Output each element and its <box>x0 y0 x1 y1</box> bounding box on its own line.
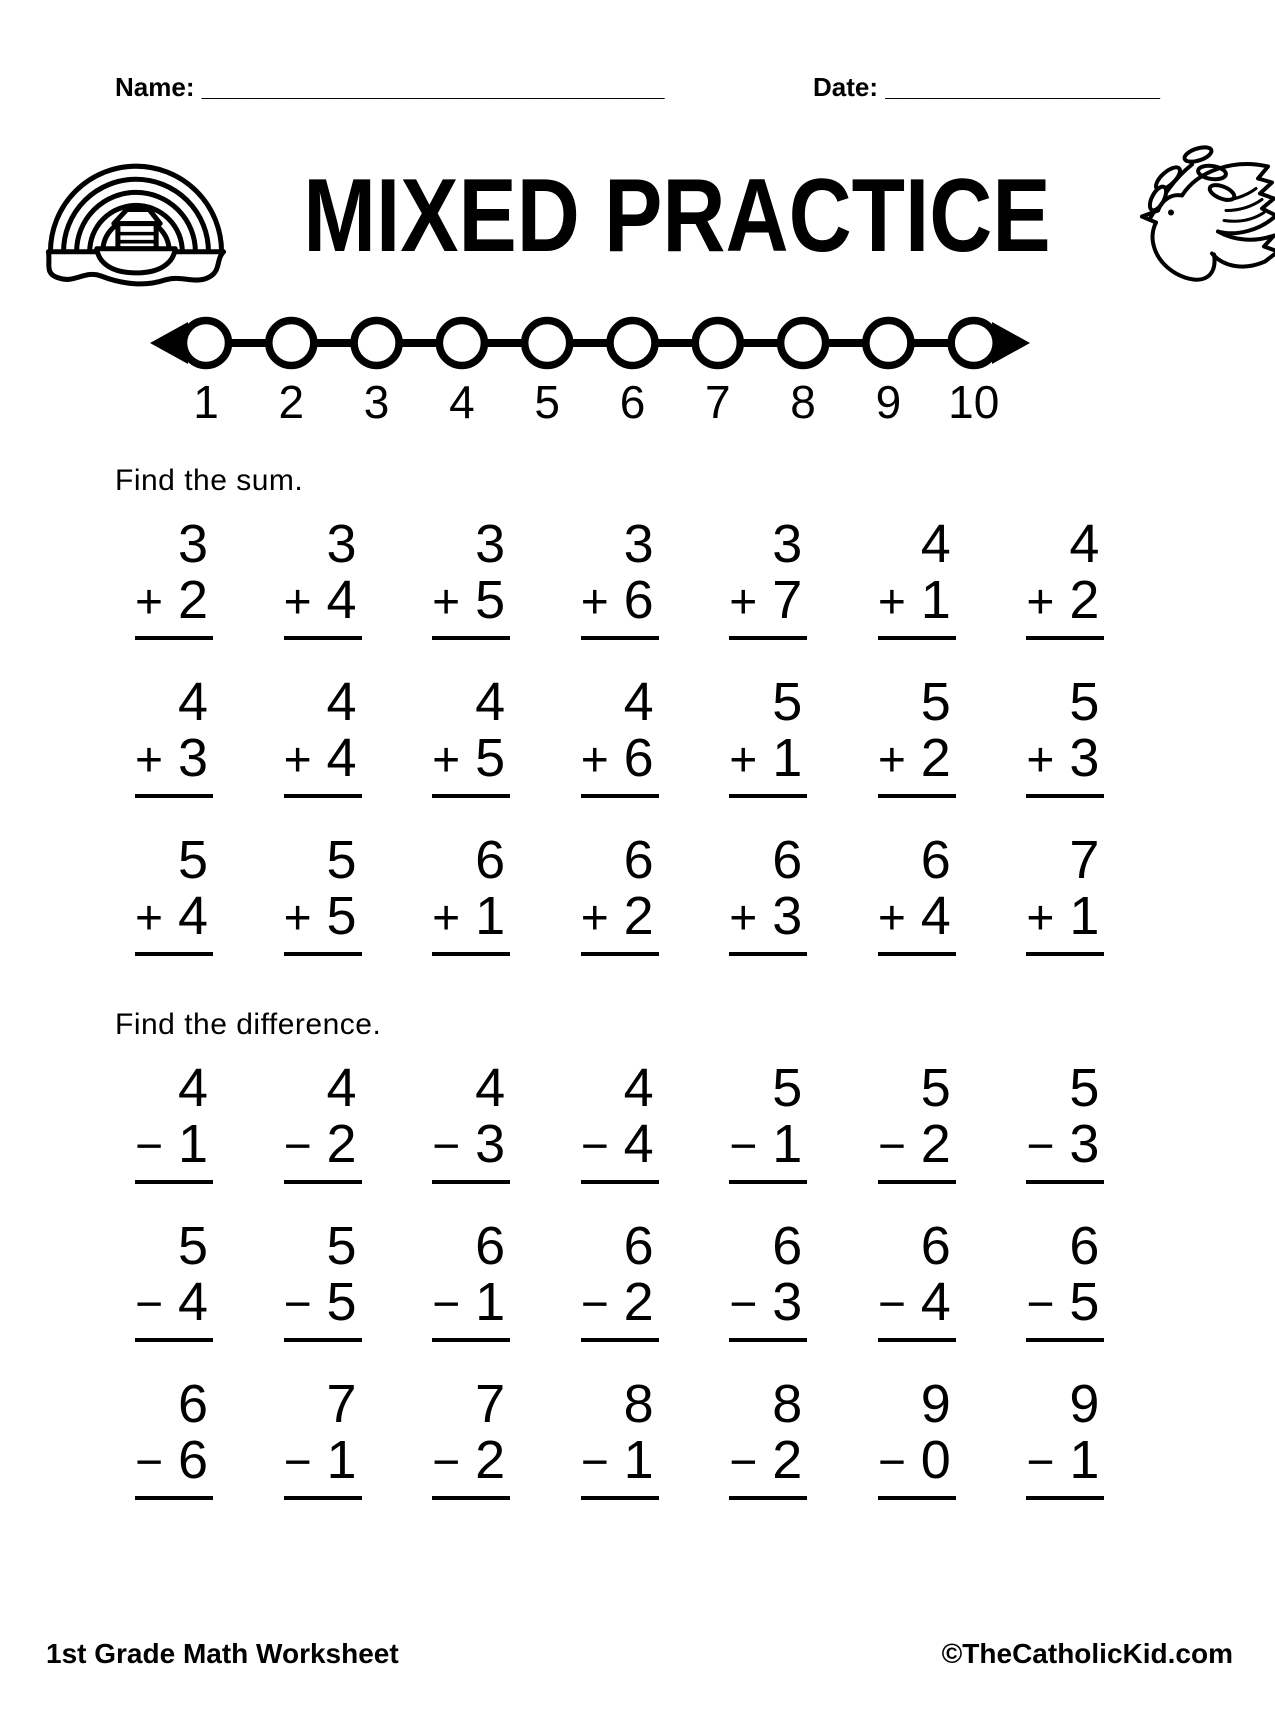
operator-sign: − <box>877 1120 906 1173</box>
answer-blank <box>729 1496 807 1500</box>
bottom-number: 5 <box>326 886 357 946</box>
bottom-number: 1 <box>1069 1430 1100 1490</box>
answer-blank <box>432 952 510 956</box>
problem-sum-r3c7 <box>1026 832 1104 956</box>
bottom-number: 1 <box>326 1430 357 1490</box>
bottom-number: 3 <box>177 728 208 788</box>
bottom-number: 4 <box>177 1272 208 1332</box>
operator-sign: + <box>729 892 758 945</box>
answer-blank <box>581 1180 659 1184</box>
problem-difference-r2c4 <box>581 1218 659 1342</box>
top-number: 5 <box>1069 1058 1100 1118</box>
operator-sign: + <box>432 734 461 787</box>
problem-difference-r3c6 <box>878 1376 956 1500</box>
answer-blank <box>1026 952 1104 956</box>
date-label: Date: <box>813 72 879 102</box>
dove-olive-branch-icon <box>1122 136 1275 297</box>
bottom-number: 4 <box>623 1114 654 1174</box>
operator-sign: + <box>283 734 312 787</box>
answer-blank <box>729 794 807 798</box>
bottom-number: 3 <box>475 1114 506 1174</box>
problem-sum-r3c6 <box>878 832 956 956</box>
top-number: 4 <box>623 1058 654 1118</box>
operator-sign: − <box>729 1278 758 1331</box>
operator-sign: − <box>135 1278 164 1331</box>
top-number: 4 <box>920 514 951 574</box>
problem-difference-r2c6 <box>878 1218 956 1342</box>
top-number: 7 <box>326 1374 357 1434</box>
answer-blank <box>878 636 956 640</box>
number-line-label: 2 <box>278 376 305 425</box>
problem-sum-r1c7 <box>1026 516 1104 640</box>
problem-sum-r3c1 <box>135 832 213 956</box>
operator-sign: − <box>283 1436 312 1489</box>
operator-sign: + <box>1026 576 1055 629</box>
problem-difference-r2c7 <box>1026 1218 1104 1342</box>
problem-difference-r1c2 <box>284 1060 362 1184</box>
problem-difference-r3c1 <box>135 1376 213 1500</box>
answer-blank <box>581 1338 659 1342</box>
noahs-ark-rainbow-icon <box>40 136 232 297</box>
answer-blank <box>729 952 807 956</box>
date-field <box>813 72 1160 103</box>
top-number: 3 <box>326 514 357 574</box>
problem-difference-r1c6 <box>878 1060 956 1184</box>
operator-sign: + <box>1026 734 1055 787</box>
answer-blank <box>1026 1496 1104 1500</box>
problem-sum-r3c5 <box>729 832 807 956</box>
answer-blank <box>1026 1180 1104 1184</box>
bottom-number: 2 <box>920 728 951 788</box>
number-line-point <box>354 321 399 366</box>
operator-sign: + <box>877 892 906 945</box>
operator-sign: − <box>877 1278 906 1331</box>
operator-sign: − <box>1026 1436 1055 1489</box>
operator-sign: + <box>432 576 461 629</box>
problem-difference-r1c7 <box>1026 1060 1104 1184</box>
answer-blank <box>878 952 956 956</box>
operator-sign: − <box>729 1436 758 1489</box>
bottom-number: 2 <box>475 1430 506 1490</box>
operator-sign: − <box>432 1436 461 1489</box>
footer-attribution: ©TheCatholicKid.com <box>941 1638 1233 1669</box>
name-label: Name: <box>115 72 195 102</box>
problem-sum-r1c6 <box>878 516 956 640</box>
bottom-number: 1 <box>772 1114 803 1174</box>
bottom-number: 1 <box>1069 886 1100 946</box>
date-blank-line: ___________________ <box>885 72 1160 102</box>
problem-difference-r3c5 <box>729 1376 807 1500</box>
top-number: 3 <box>177 514 208 574</box>
answer-blank <box>432 794 510 798</box>
header-row <box>115 72 1160 103</box>
problem-difference-r2c2 <box>284 1218 362 1342</box>
answer-blank <box>284 1338 362 1342</box>
bottom-number: 1 <box>920 570 951 630</box>
problem-sum-r2c6 <box>878 674 956 798</box>
answer-blank <box>581 1496 659 1500</box>
number-line-point <box>610 321 655 366</box>
top-number: 6 <box>920 830 951 890</box>
number-line-label: 9 <box>875 376 902 425</box>
bottom-number: 3 <box>772 1272 803 1332</box>
answer-blank <box>135 952 213 956</box>
problem-difference-r3c7 <box>1026 1376 1104 1500</box>
top-number: 6 <box>772 830 803 890</box>
answer-blank <box>284 952 362 956</box>
top-number: 5 <box>920 672 951 732</box>
top-number: 4 <box>475 672 506 732</box>
number-line-point <box>439 321 484 366</box>
problem-difference-r2c5 <box>729 1218 807 1342</box>
top-number: 4 <box>177 1058 208 1118</box>
number-line-point <box>184 321 229 366</box>
answer-blank <box>1026 794 1104 798</box>
operator-sign: − <box>580 1278 609 1331</box>
top-number: 4 <box>326 1058 357 1118</box>
top-number: 3 <box>623 514 654 574</box>
number-line-label: 3 <box>363 376 390 425</box>
number-line-label: 5 <box>534 376 560 425</box>
number-line-label: 6 <box>619 376 646 425</box>
answer-blank <box>135 1496 213 1500</box>
operator-sign: + <box>580 734 609 787</box>
section-difference <box>0 1008 1275 1500</box>
problem-sum-r1c4 <box>581 516 659 640</box>
answer-blank <box>581 794 659 798</box>
answer-blank <box>729 1180 807 1184</box>
bottom-number: 1 <box>177 1114 208 1174</box>
problem-sum-r2c3 <box>432 674 510 798</box>
top-number: 5 <box>772 1058 803 1118</box>
operator-sign: + <box>877 576 906 629</box>
operator-sign: + <box>135 892 164 945</box>
answer-blank <box>432 1180 510 1184</box>
bottom-number: 6 <box>623 728 654 788</box>
difference-problem-grid <box>115 1060 1155 1500</box>
number-line-point <box>695 321 740 366</box>
problem-difference-r3c4 <box>581 1376 659 1500</box>
top-number: 4 <box>623 672 654 732</box>
operator-sign: − <box>432 1120 461 1173</box>
problem-sum-r1c1 <box>135 516 213 640</box>
top-number: 5 <box>772 672 803 732</box>
answer-blank <box>284 636 362 640</box>
name-blank-line: ________________________________ <box>201 72 665 102</box>
bottom-number: 5 <box>475 570 506 630</box>
number-line-point <box>781 321 826 366</box>
bottom-number: 2 <box>1069 570 1100 630</box>
problem-sum-r2c7 <box>1026 674 1104 798</box>
name-field <box>115 72 664 103</box>
top-number: 6 <box>1069 1216 1100 1276</box>
bottom-number: 3 <box>1069 1114 1100 1174</box>
answer-blank <box>729 1338 807 1342</box>
problem-sum-r1c5 <box>729 516 807 640</box>
section-sum <box>0 464 1275 956</box>
instruction-sum: Find the sum. <box>115 464 304 497</box>
number-line-point <box>525 321 570 366</box>
problem-sum-r3c4 <box>581 832 659 956</box>
operator-sign: + <box>135 576 164 629</box>
problem-difference-r1c4 <box>581 1060 659 1184</box>
operator-sign: − <box>580 1436 609 1489</box>
bottom-number: 3 <box>1069 728 1100 788</box>
answer-blank <box>284 1180 362 1184</box>
bottom-number: 4 <box>920 886 951 946</box>
top-number: 6 <box>177 1374 208 1434</box>
answer-blank <box>878 1180 956 1184</box>
problem-sum-r3c2 <box>284 832 362 956</box>
bottom-number: 1 <box>475 886 506 946</box>
operator-sign: + <box>877 734 906 787</box>
bottom-number: 2 <box>623 886 654 946</box>
top-number: 5 <box>177 830 208 890</box>
number-line-label: 7 <box>705 376 731 425</box>
number-line-label: 8 <box>790 376 816 425</box>
top-number: 6 <box>920 1216 951 1276</box>
operator-sign: + <box>580 892 609 945</box>
problem-difference-r1c5 <box>729 1060 807 1184</box>
problem-sum-r2c1 <box>135 674 213 798</box>
answer-blank <box>729 636 807 640</box>
operator-sign: − <box>1026 1278 1055 1331</box>
instruction-difference: Find the difference. <box>115 1008 382 1041</box>
bottom-number: 1 <box>475 1272 506 1332</box>
top-number: 3 <box>772 514 803 574</box>
top-number: 6 <box>623 1216 654 1276</box>
bottom-number: 0 <box>920 1430 951 1490</box>
top-number: 4 <box>475 1058 506 1118</box>
problem-difference-r3c3 <box>432 1376 510 1500</box>
answer-blank <box>432 1496 510 1500</box>
title-band <box>40 137 1175 295</box>
bottom-number: 7 <box>772 570 803 630</box>
top-number: 6 <box>475 830 506 890</box>
problem-sum-r3c3 <box>432 832 510 956</box>
answer-blank <box>581 636 659 640</box>
sum-problem-grid <box>115 516 1155 956</box>
answer-blank <box>878 1496 956 1500</box>
operator-sign: + <box>729 734 758 787</box>
answer-blank <box>432 1338 510 1342</box>
operator-sign: − <box>877 1436 906 1489</box>
bottom-number: 6 <box>623 570 654 630</box>
operator-sign: + <box>432 892 461 945</box>
top-number: 4 <box>1069 514 1100 574</box>
operator-sign: − <box>283 1120 312 1173</box>
bottom-number: 2 <box>623 1272 654 1332</box>
top-number: 5 <box>1069 672 1100 732</box>
problem-difference-r1c3 <box>432 1060 510 1184</box>
number-line-point <box>866 321 911 366</box>
problem-sum-r2c5 <box>729 674 807 798</box>
number-line-label: 1 <box>193 376 219 425</box>
top-number: 3 <box>475 514 506 574</box>
footer <box>0 1638 1275 1670</box>
number-line-wrap <box>150 305 1030 430</box>
operator-sign: − <box>580 1120 609 1173</box>
operator-sign: − <box>729 1120 758 1173</box>
page-title: MIXED PRACTICE <box>303 158 1051 274</box>
problem-difference-r2c3 <box>432 1218 510 1342</box>
number-line-label: 10 <box>948 376 1000 425</box>
problem-difference-r1c1 <box>135 1060 213 1184</box>
operator-sign: + <box>135 734 164 787</box>
answer-blank <box>135 794 213 798</box>
operator-sign: + <box>729 576 758 629</box>
operator-sign: + <box>580 576 609 629</box>
number-line-point <box>269 321 314 366</box>
operator-sign: − <box>1026 1120 1055 1173</box>
answer-blank <box>135 636 213 640</box>
top-number: 7 <box>1069 830 1100 890</box>
problem-difference-r3c2 <box>284 1376 362 1500</box>
top-number: 8 <box>623 1374 654 1434</box>
number-line <box>150 305 1030 425</box>
operator-sign: − <box>432 1278 461 1331</box>
top-number: 7 <box>475 1374 506 1434</box>
operator-sign: − <box>135 1436 164 1489</box>
answer-blank <box>878 794 956 798</box>
bottom-number: 1 <box>772 728 803 788</box>
top-number: 8 <box>772 1374 803 1434</box>
bottom-number: 5 <box>1069 1272 1100 1332</box>
problem-sum-r2c4 <box>581 674 659 798</box>
number-line-point <box>951 321 996 366</box>
bottom-number: 4 <box>326 570 357 630</box>
bottom-number: 4 <box>920 1272 951 1332</box>
top-number: 6 <box>475 1216 506 1276</box>
worksheet-page <box>0 72 1275 1722</box>
answer-blank <box>284 1496 362 1500</box>
answer-blank <box>135 1338 213 1342</box>
bottom-number: 5 <box>475 728 506 788</box>
top-number: 6 <box>623 830 654 890</box>
answer-blank <box>432 636 510 640</box>
problem-sum-r1c3 <box>432 516 510 640</box>
operator-sign: − <box>135 1120 164 1173</box>
answer-blank <box>1026 636 1104 640</box>
top-number: 5 <box>920 1058 951 1118</box>
bottom-number: 2 <box>326 1114 357 1174</box>
top-number: 4 <box>177 672 208 732</box>
bottom-number: 3 <box>772 886 803 946</box>
top-number: 9 <box>1069 1374 1100 1434</box>
problem-difference-r2c1 <box>135 1218 213 1342</box>
bottom-number: 5 <box>326 1272 357 1332</box>
operator-sign: + <box>283 576 312 629</box>
bottom-number: 2 <box>920 1114 951 1174</box>
top-number: 9 <box>920 1374 951 1434</box>
operator-sign: − <box>283 1278 312 1331</box>
answer-blank <box>135 1180 213 1184</box>
top-number: 5 <box>326 1216 357 1276</box>
bottom-number: 2 <box>772 1430 803 1490</box>
problem-sum-r1c2 <box>284 516 362 640</box>
problem-sum-r2c2 <box>284 674 362 798</box>
top-number: 4 <box>326 672 357 732</box>
top-number: 5 <box>177 1216 208 1276</box>
answer-blank <box>581 952 659 956</box>
answer-blank <box>878 1338 956 1342</box>
bottom-number: 2 <box>177 570 208 630</box>
bottom-number: 1 <box>623 1430 654 1490</box>
operator-sign: + <box>283 892 312 945</box>
top-number: 5 <box>326 830 357 890</box>
bottom-number: 6 <box>177 1430 208 1490</box>
answer-blank <box>284 794 362 798</box>
bottom-number: 4 <box>326 728 357 788</box>
operator-sign: + <box>1026 892 1055 945</box>
bottom-number: 4 <box>177 886 208 946</box>
answer-blank <box>1026 1338 1104 1342</box>
number-line-label: 4 <box>449 376 475 425</box>
top-number: 6 <box>772 1216 803 1276</box>
footer-worksheet-label: 1st Grade Math Worksheet <box>46 1638 399 1669</box>
